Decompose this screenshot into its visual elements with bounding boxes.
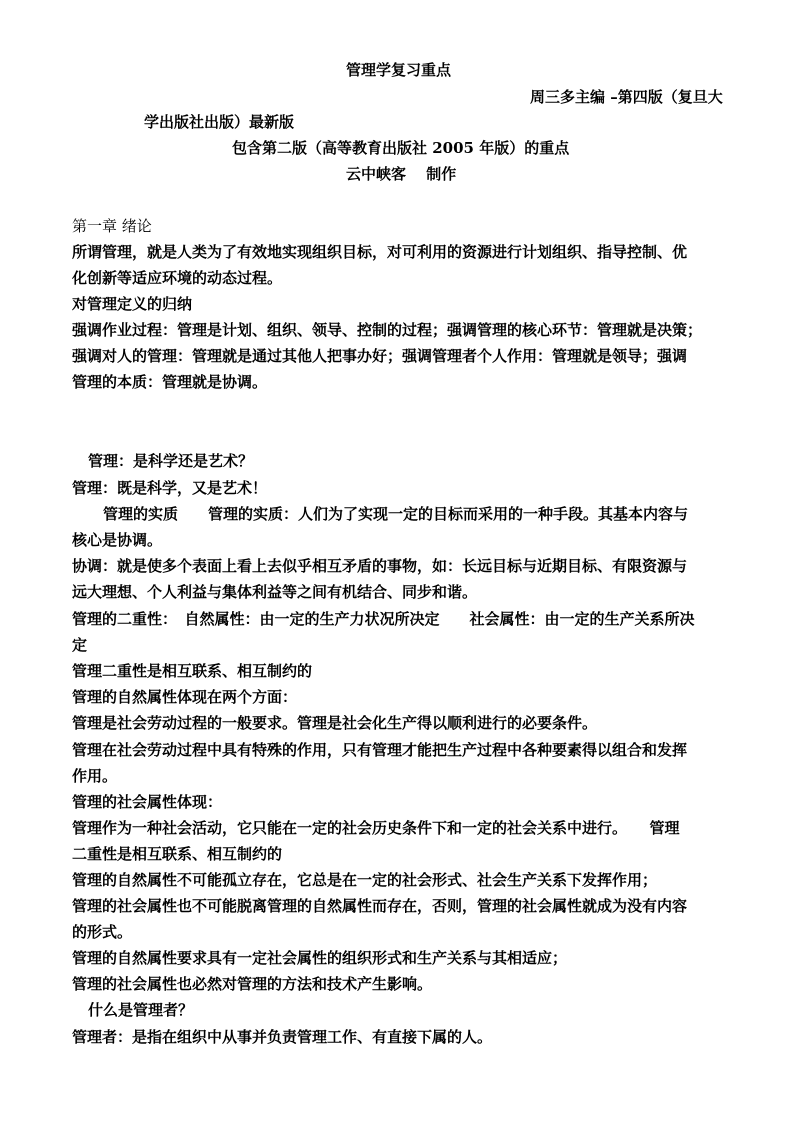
paragraph-line: 管理的自然属性体现在两个方面： bbox=[72, 688, 298, 706]
paragraph-line: 作用。 bbox=[72, 767, 118, 785]
paragraph-line: 强调作业过程：管理是计划、组织、领导、控制的过程；强调管理的核心环节：管理就是决策； bbox=[72, 321, 703, 339]
paragraph-line: 管理是社会劳动过程的一般要求。管理是社会化生产得以顺利进行的必要条件。 bbox=[72, 714, 598, 732]
paragraph-line: 管理者：是指在组织中从事并负责管理工作、有直接下属的人。 bbox=[72, 1028, 493, 1046]
paragraph-line: 管理的本质：管理就是协调。 bbox=[72, 373, 268, 391]
paragraph-line: 二重性是相互联系、相互制约的 bbox=[72, 845, 283, 863]
author-line-continued: 学出版社出版）最新版 bbox=[144, 113, 295, 131]
paragraph-line: 化创新等适应环境的动态过程。 bbox=[72, 269, 283, 287]
maker-line: 云中峡客 制作 bbox=[346, 165, 457, 183]
paragraph-line: 管理的自然属性不可能孤立存在，它总是在一定的社会形式、社会生产关系下发挥作用； bbox=[72, 871, 658, 889]
includes-line: 包含第二版（高等教育出版社 2005 年版）的重点 bbox=[232, 139, 570, 157]
paragraph-line: 什么是管理者？ bbox=[88, 1001, 194, 1019]
doc-title: 管理学复习重点 bbox=[346, 61, 452, 79]
paragraph-line: 管理的自然属性要求具有一定社会属性的组织形式和生产关系与其相适应； bbox=[72, 949, 568, 967]
paragraph-line: 管理的社会属性体现： bbox=[72, 793, 223, 811]
paragraph-line: 协调：就是使多个表面上看上去似乎相互矛盾的事物，如：长远目标与近期目标、有限资源与 bbox=[72, 557, 688, 575]
paragraph-line: 管理的二重性： 自然属性：由一定的生产力状况所决定 社会属性：由一定的生产关系所决 bbox=[72, 610, 695, 628]
paragraph-line: 强调对人的管理：管理就是通过其他人把事办好；强调管理者个人作用：管理就是领导；强调 bbox=[72, 347, 688, 365]
paragraph-line: 管理的实质 管理的实质：人们为了实现一定的目标而采用的一种手段。其基本内容与 bbox=[103, 505, 689, 523]
paragraph-line: 所谓管理，就是人类为了有效地实现组织目标，对可利用的资源进行计划组织、指导控制、优 bbox=[72, 243, 688, 261]
paragraph-line: 核心是协调。 bbox=[72, 531, 163, 549]
paragraph-line: 管理作为一种社会活动，它只能在一定的社会历史条件下和一定的社会关系中进行。 管理 bbox=[72, 819, 680, 837]
paragraph-line: 管理的社会属性也必然对管理的方法和技术产生影响。 bbox=[72, 975, 433, 993]
paragraph-line: 的形式。 bbox=[72, 923, 133, 941]
paragraph-line: 远大理想、个人利益与集体利益等之间有机结合、同步和谐。 bbox=[72, 583, 478, 601]
paragraph-line: 定 bbox=[72, 636, 88, 654]
author-line: 周三多主编 –第四版（复旦大 bbox=[530, 88, 723, 106]
paragraph-line: 管理：既是科学，又是艺术！ bbox=[72, 479, 268, 497]
chapter-heading: 第一章 绪论 bbox=[72, 217, 152, 235]
paragraph-line: 管理二重性是相互联系、相互制约的 bbox=[72, 662, 313, 680]
paragraph-line: 管理在社会劳动过程中具有特殊的作用，只有管理才能把生产过程中各种要素得以组合和发挥 bbox=[72, 741, 688, 759]
paragraph-line: 管理的社会属性也不可能脱离管理的自然属性而存在，否则，管理的社会属性就成为没有内容 bbox=[72, 897, 688, 915]
paragraph-line: 对管理定义的归纳 bbox=[72, 295, 193, 313]
paragraph-line: 管理：是科学还是艺术？ bbox=[88, 452, 254, 470]
